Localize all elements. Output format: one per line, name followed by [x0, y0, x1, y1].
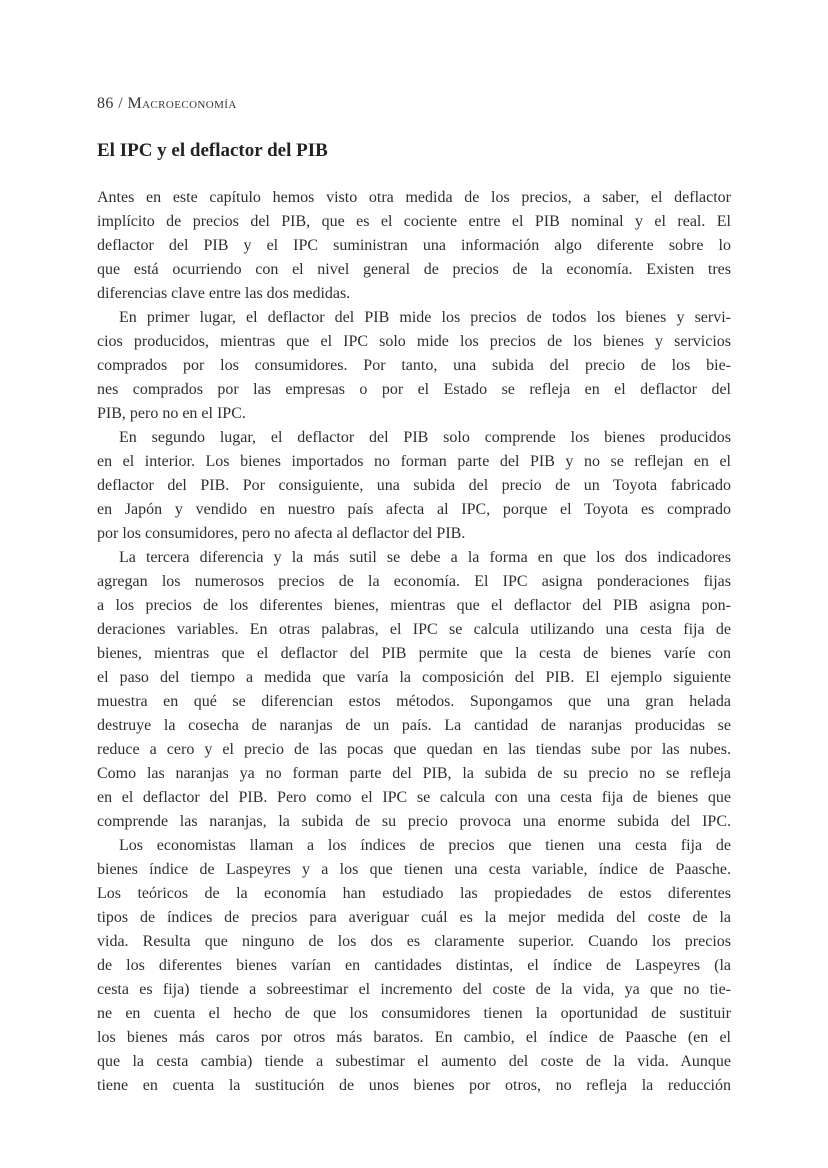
section-heading: El IPC y el deflactor del PIB: [97, 140, 328, 161]
text-line: agregan los numerosos precios de la economía. El IPC asigna ponderaciones fijas: [97, 573, 731, 590]
text-line: cios producidos, mientras que el IPC solo mide los precios de los bienes y servicios: [97, 333, 731, 350]
paragraph: [97, 426, 731, 546]
text-line: en el interior. Los bienes importados no forman parte del PIB y no se reflejan en el: [97, 453, 731, 470]
text-line: deflactor del PIB y el IPC suministran una información algo diferente sobre lo: [97, 237, 731, 254]
paragraph: [97, 546, 731, 834]
text-line: Como las naranjas ya no forman parte del PIB, la subida de su precio no se refleja: [97, 765, 731, 782]
text-line: vida. Resulta que ninguno de los dos es claramente superior. Cuando los precios: [97, 933, 731, 950]
running-header: 86 / Macroeconomía: [97, 95, 237, 112]
text-line: implícito de precios del PIB, que es el cociente entre el PIB nominal y el real. El: [97, 213, 731, 230]
text-line: En segundo lugar, el deflactor del PIB solo comprende los bienes producidos: [119, 429, 731, 446]
text-line: tipos de índices de precios para averiguar cuál es la mejor medida del coste de la: [97, 909, 731, 926]
text-line: deraciones variables. En otras palabras, el IPC se calcula utilizando una cesta fija de: [97, 621, 731, 638]
text-line: ne en cuenta el hecho de que los consumidores tienen la oportunidad de sustituir: [97, 1005, 731, 1022]
text-line: deflactor del PIB. Por consiguiente, una subida del precio de un Toyota fabricado: [97, 477, 731, 494]
text-line: el paso del tiempo a medida que varía la composición del PIB. El ejemplo siguiente: [97, 669, 731, 686]
text-line: En primer lugar, el deflactor del PIB mide los precios de todos los bienes y servi-: [119, 309, 731, 326]
text-line: que la cesta cambia) tiende a subestimar el aumento del coste de la vida. Aunque: [97, 1053, 731, 1070]
text-line: de los diferentes bienes varían en cantidades distintas, el índice de Laspeyres (la: [97, 957, 731, 974]
text-line: muestra en qué se diferencian estos métodos. Supongamos que una gran helada: [97, 693, 731, 710]
text-line: La tercera diferencia y la más sutil se debe a la forma en que los dos indicadores: [119, 549, 731, 566]
text-line: bienes índice de Laspeyres y a los que tienen una cesta variable, índice de Paasche.: [97, 861, 731, 878]
text-line: Los teóricos de la economía han estudiado las propiedades de estos diferentes: [97, 885, 731, 902]
text-line: bienes, mientras que el deflactor del PIB permite que la cesta de bienes varíe con: [97, 645, 731, 662]
paragraph: [97, 186, 731, 306]
body-text: [97, 186, 731, 1098]
text-line: en el deflactor del PIB. Pero como el IPC se calcula con una cesta fija de bienes que: [97, 789, 731, 806]
text-line: a los precios de los diferentes bienes, mientras que el deflactor del PIB asigna pon-: [97, 597, 731, 614]
text-line: por los consumidores, pero no afecta al deflactor del PIB.: [97, 525, 466, 542]
text-line: Antes en este capítulo hemos visto otra medida de los precios, a saber, el deflactor: [97, 189, 731, 206]
text-line: comprados por los consumidores. Por tanto, una subida del precio de los bie-: [97, 357, 731, 374]
paragraph: [97, 306, 731, 426]
text-line: tiene en cuenta la sustitución de unos bienes por otros, no refleja la reducción: [97, 1077, 731, 1094]
text-line: destruye la cosecha de naranjas de un país. La cantidad de naranjas producidas se: [97, 717, 731, 734]
text-line: PIB, pero no en el IPC.: [97, 405, 246, 422]
text-line: Los economistas llaman a los índices de precios que tienen una cesta fija de: [119, 837, 731, 854]
paragraph: [97, 834, 731, 1098]
text-line: los bienes más caros por otros más baratos. En cambio, el índice de Paasche (en el: [97, 1029, 731, 1046]
text-line: que está ocurriendo con el nivel general de precios de la economía. Existen tres: [97, 261, 731, 278]
text-line: en Japón y vendido en nuestro país afecta al IPC, porque el Toyota es comprado: [97, 501, 731, 518]
text-line: reduce a cero y el precio de las pocas que quedan en las tiendas sube por las nubes.: [97, 741, 731, 758]
text-line: cesta es fija) tiende a sobreestimar el incremento del coste de la vida, ya que no tie-: [97, 981, 731, 998]
text-line: diferencias clave entre las dos medidas.: [97, 285, 351, 302]
text-line: comprende las naranjas, la subida de su precio provoca una enorme subida del IPC.: [97, 813, 731, 830]
text-line: nes comprados por las empresas o por el Estado se refleja en el deflactor del: [97, 381, 731, 398]
